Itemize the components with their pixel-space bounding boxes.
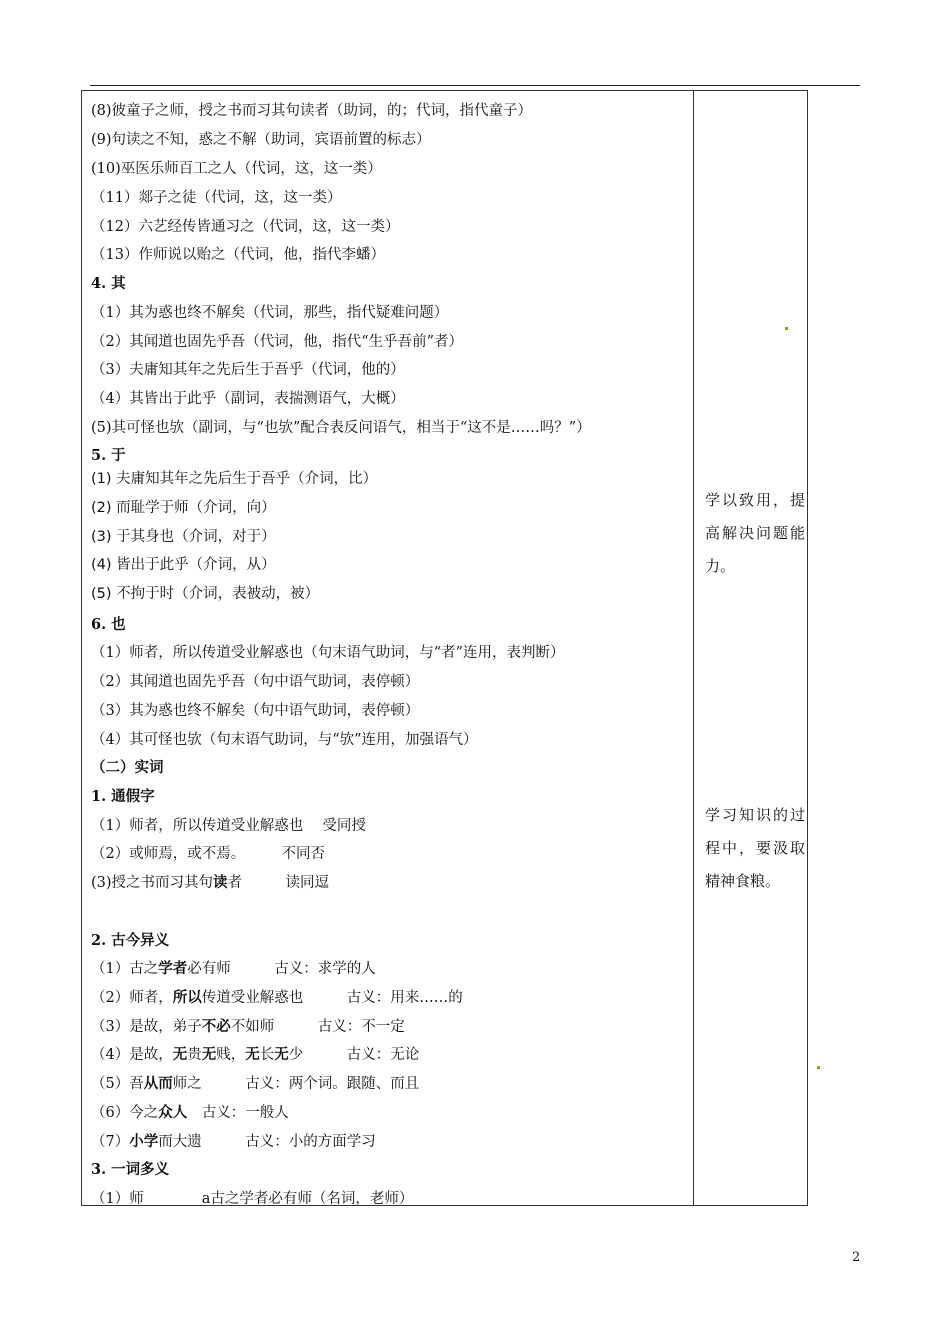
text-line: （4）其可怪也欤（句末语气助词，与“欤”连用，加强语气） <box>91 732 478 748</box>
text-line: （1）师 a古之学者必有师（名词，老师） <box>91 1191 414 1207</box>
text-line: （2）师者，所以传道受业解惑也 古义：用来……的 <box>91 989 463 1006</box>
header-rule <box>90 85 860 86</box>
speck-mark <box>817 1066 820 1069</box>
text-line: (10)巫医乐师百工之人（代词，这，这一类） <box>91 161 382 177</box>
text-line: （13）作师说以贻之（代词，他，指代李蟠） <box>91 247 385 263</box>
text-line: (5)其可怪也欤（副词，与“也欤”配合表反问语气，相当于“这不是……吗？”） <box>91 420 591 436</box>
section-heading: 6. 也 <box>91 616 126 633</box>
speck-mark <box>785 327 788 330</box>
text-line: （5）吾从而师之 古义：两个词。跟随、而且 <box>91 1075 420 1092</box>
text-line: (1) 夫庸知其年之先后生于吾乎（介词，比） <box>91 471 378 487</box>
text-line: （1）师者，所以传道受业解惑也 受同授 <box>91 818 366 834</box>
text-line: （2）或师焉，或不焉。 不同否 <box>91 846 325 862</box>
text-line: (5) 不拘于时（介词，表被动，被） <box>91 586 320 602</box>
text-line: (9)句读之不知，惑之不解（助词，宾语前置的标志） <box>91 132 431 148</box>
text-line: (4) 皆出于此乎（介词，从） <box>91 557 276 573</box>
text-line: （3）其为惑也终不解矣（句中语气助词，表停顿） <box>91 703 420 719</box>
text-line: （2）其闻道也固先乎吾（句中语气助词，表停顿） <box>91 674 420 690</box>
side-note: 学以致用，提高解决问题能力。 <box>705 491 805 575</box>
notes-column <box>695 91 807 1205</box>
text-line: （3）夫庸知其年之先后生于吾乎（代词，他的） <box>91 362 405 378</box>
text-line: （1）古之学者必有师 古义：求学的人 <box>91 960 376 977</box>
text-line: （1）其为惑也终不解矣（代词，那些，指代疑难问题） <box>91 305 449 321</box>
text-line: （4）其皆出于此乎（副词，表揣测语气，大概） <box>91 391 405 407</box>
section-heading: 3. 一词多义 <box>91 1161 170 1178</box>
text-line: (2) 而耻学于师（介词，向） <box>91 500 276 516</box>
text-line: （4）是故，无贵无贱，无长无少 古义：无论 <box>91 1046 420 1063</box>
page-number: 2 <box>852 1250 861 1265</box>
lesson-table <box>81 90 808 1206</box>
text-line: (3)授之书而习其句读者 读同逗 <box>91 874 330 891</box>
content-column <box>82 91 694 1205</box>
side-note: 学习知识的过程中，要汲取精神食粮。 <box>705 806 805 890</box>
text-line: (8)彼童子之师，授之书而习其句读者（助词，的；代词，指代童子） <box>91 103 533 119</box>
text-line: （2）其闻道也固先乎吾（代词，他，指代“生乎吾前”者） <box>91 334 464 350</box>
section-heading: 4. 其 <box>91 275 126 292</box>
text-line: (3) 于其身也（介词，对于） <box>91 529 276 545</box>
section-heading: 2. 古今异义 <box>91 932 170 949</box>
text-line: （1）师者，所以传道受业解惑也（句末语气助词，与“者”连用，表判断） <box>91 645 565 661</box>
section-heading: （二）实词 <box>91 759 164 776</box>
text-line: （3）是故，弟子不必不如师 古义：不一定 <box>91 1018 405 1035</box>
text-line: （7）小学而大遗 古义：小的方面学习 <box>91 1133 376 1150</box>
section-heading: 5. 于 <box>91 447 126 464</box>
text-line: （11）郯子之徒（代词，这，这一类） <box>91 190 342 206</box>
text-line: （12）六艺经传皆通习之（代词，这，这一类） <box>91 219 400 235</box>
text-line: （6）今之众人 古义：一般人 <box>91 1104 289 1121</box>
section-heading: 1. 通假字 <box>91 788 155 805</box>
